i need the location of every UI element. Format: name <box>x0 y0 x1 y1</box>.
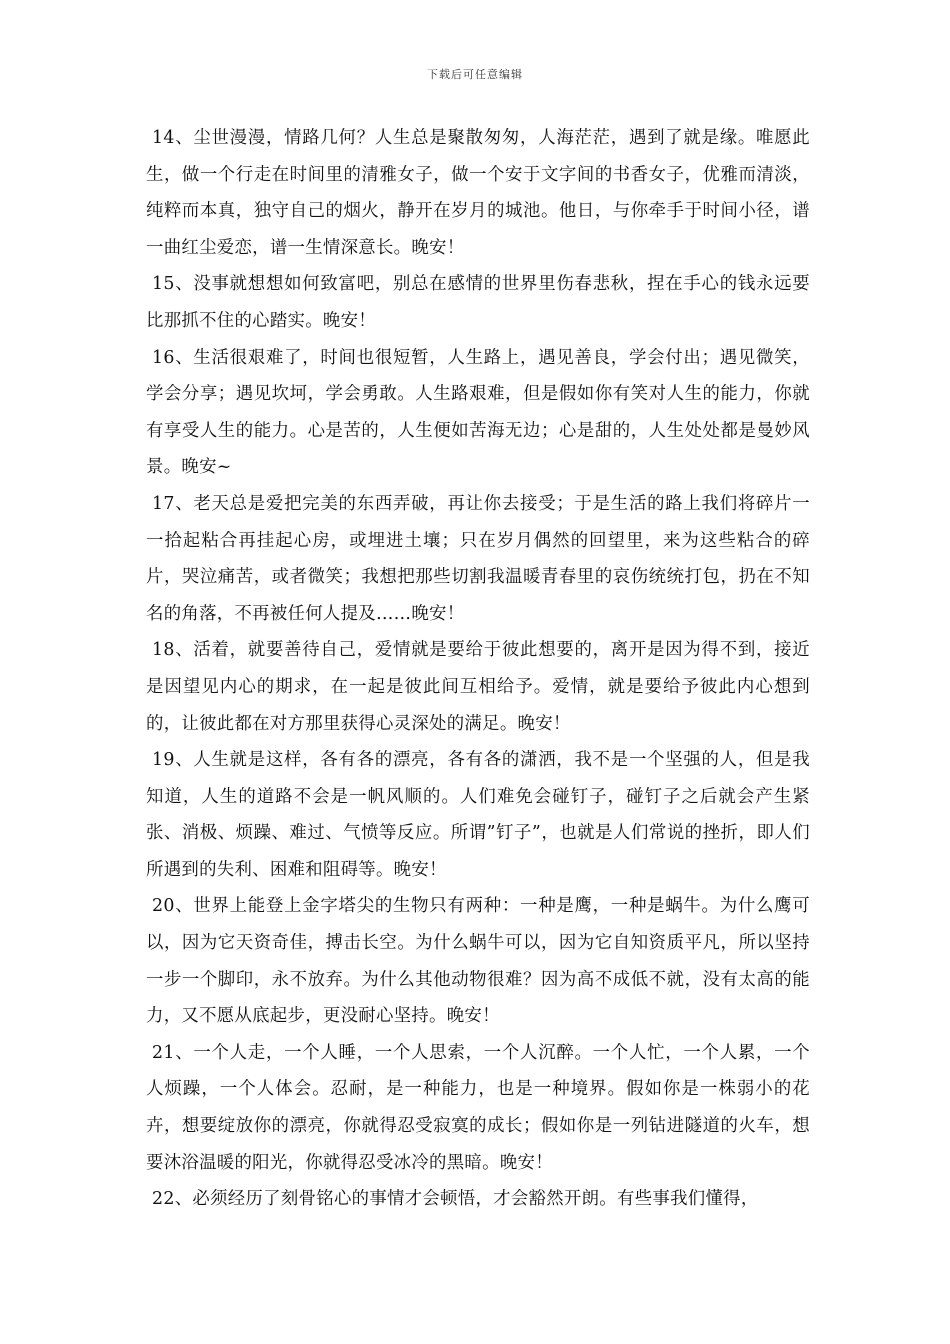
paragraph-20: 20、世界上能登上金字塔尖的生物只有两种：一种是鹰，一种是蜗牛。为什么鹰可以，因为它天资奇佳，搏击长空。为什么蜗牛可以，因为它自知资质平凡，所以坚持一步一个脚印，永不放弃。为什么其他动物很难？因为高不成低不就，没有太高的能力，又不愿从底起步，更没耐心坚持。晚安！ <box>146 896 810 1027</box>
paragraph-15: 15、没事就想想如何致富吧，别总在感情的世界里伤春悲秋，捏在手心的钱永远要比那抓不住的心踏实。晚安！ <box>146 274 810 331</box>
page-footer <box>0 1324 950 1344</box>
paragraph-21: 21、一个人走，一个人睡，一个人思索，一个人沉醉。一个人忙，一个人累，一个人烦躁，一个人体会。忍耐，是一种能力，也是一种境界。假如你是一株弱小的花卉，想要绽放你的漂亮，你就得忍受寂寞的成长；假如你是一列钻进隧道的火车，想要沐浴温暖的阳光，你就得忍受冰冷的黑暗。晚安！ <box>146 1042 810 1173</box>
paragraph-19: 19、人生就是这样，各有各的漂亮，各有各的潇洒，我不是一个坚强的人，但是我知道，人生的道路不会是一帆风顺的。人们难免会碰钉子，碰钉子之后就会产生紧张、消极、烦躁、难过、气愤等反应。所谓”钉子”，也就是人们常说的挫折，即人们所遇到的失利、困难和阻碍等。晚安！ <box>146 750 810 880</box>
paragraph-16: 16、生活很艰难了，时间也很短暂，人生路上，遇见善良，学会付出；遇见微笑，学会分享；遇见坎坷，学会勇敢。人生路艰难，但是假如你有笑对人生的能力，你就有享受人生的能力。心是苦的，人生便如苦海无边；心是甜的，人生处处都是曼妙风景。晚安~ <box>146 347 810 478</box>
paragraph-22: 22、必须经历了刻骨铭心的事情才会顿悟，才会豁然开朗。有些事我们懂得， <box>152 1189 759 1210</box>
document-body <box>146 120 810 1218</box>
paragraph-17: 17、老天总是爱把完美的东西弄破，再让你去接受；于是生活的路上我们将碎片一一拾起粘合再挂起心房，或埋进土壤；只在岁月偶然的回望里，来为这些粘合的碎片，哭泣痛苦，或者微笑；我想把那些切割我温暖青春里的哀伤统统打包，扔在不知名的角落，不再被任何人提及……晚安！ <box>146 493 810 624</box>
paragraph-18: 18、活着，就要善待自己，爱情就是要给于彼此想要的，离开是因为得不到，接近是因望见内心的期求，在一起是彼此间互相给予。爱情，就是要给予彼此内心想到的，让彼此都在对方那里获得心灵深处的满足。晚安！ <box>146 640 810 734</box>
page-header-note: 下载后可任意编辑 <box>427 68 523 81</box>
paragraph-14: 14、尘世漫漫，情路几何？人生总是聚散匆匆，人海茫茫，遇到了就是缘。唯愿此生，做一个行走在时间里的清雅女子，做一个安于文字间的书香女子，优雅而清淡，纯粹而本真，独守自己的烟火，静开在岁月的城池。他日，与你牵手于时间小径，谱一曲红尘爱恋，谱一生情深意长。晚安！ <box>146 128 810 258</box>
